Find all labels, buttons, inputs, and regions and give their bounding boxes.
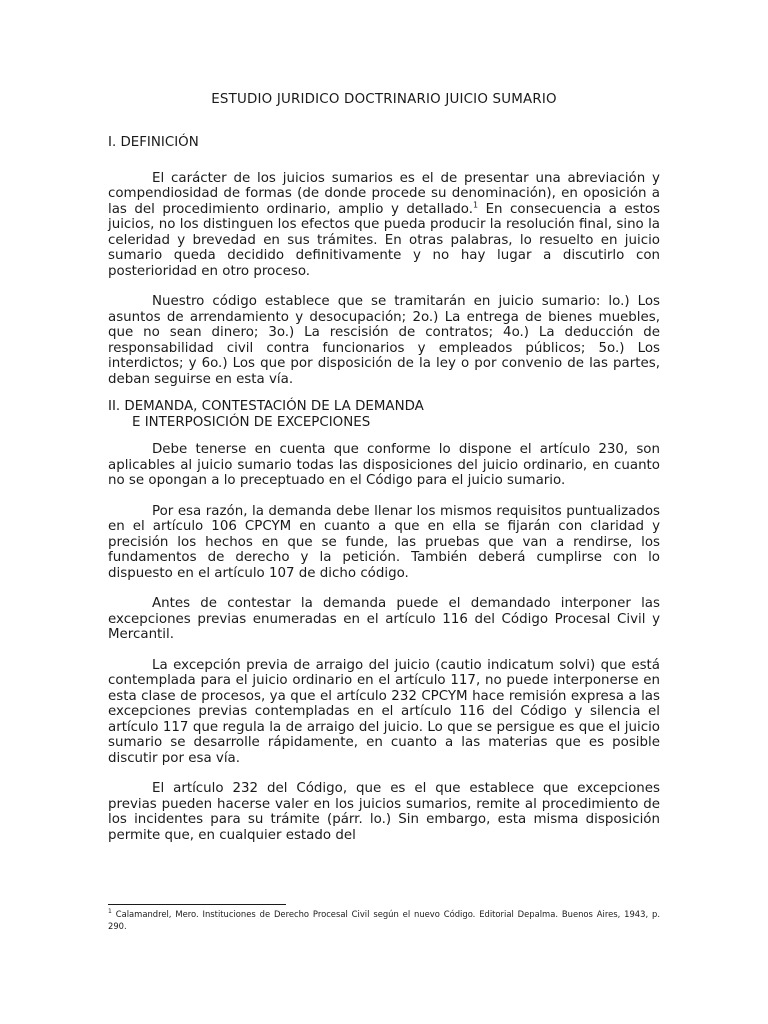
paragraph: Debe tenerse en cuenta que conforme lo dispone el artículo 230, son aplicables al juicio sumario todas las disposiciones del juicio ordinario, en cuanto no se opongan a lo preceptuado en el Código para el juicio sumario.: [108, 442, 660, 488]
footnote-divider: [108, 904, 286, 905]
document-body: [108, 92, 660, 858]
paragraph: El artículo 232 del Código, que es el que establece que excepciones previas pueden hacerse valer en los juicios sumarios, remite al procedimiento de los incidentes para su trámite (párr. lo.) Sin embargo, esta misma disposición permite que, en cualquier estado del: [108, 781, 660, 843]
document-title: ESTUDIO JURIDICO DOCTRINARIO JUICIO SUMARIO: [211, 92, 557, 107]
paragraph: Antes de contestar la demanda puede el demandado interponer las excepciones previas enumeradas en el artículo 116 del Código Procesal Civil y Mercantil.: [108, 596, 660, 642]
section-heading-line: E INTERPOSICIÓN DE EXCEPCIONES: [132, 414, 371, 430]
paragraph-text: En consecuencia a estos juicios, no los distinguen los efectos que pueda producir la resolución final, sino la celeridad y brevedad en sus trámites. En otras palabras, lo resuelto en juicio sumario queda decidido definitivamente y no hay lugar a discutirlo con posterioridad en otro proceso.: [108, 201, 660, 279]
section-heading-demanda: [108, 399, 660, 430]
footnote-reference[interactable]: 1: [472, 200, 479, 210]
paragraph: La excepción previa de arraigo del juicio (cautio indicatum solvi) que está contemplada para el juicio ordinario en el artículo 117, no puede interponerse en esta clase de procesos, ya que el artículo 232 CPCYM hace remisión expresa a las excepciones previas contempladas en el artículo 116 del Código y silencia el artículo 117 que regula la de arraigo del juicio. Lo que se persigue es que el juicio sumario se desarrolle rápidamente, en cuanto a las materias que es posible discutir por esa vía.: [108, 657, 660, 766]
footnote: [108, 908, 660, 932]
paragraph: Por esa razón, la demanda debe llenar los mismos requisitos puntualizados en el artículo 106 CPCYM en cuanto a que en ella se fijarán con claridad y precisión los hechos en que se funde, las pruebas que van a rendirse, los fundamentos de derecho y la petición. También deberá cumplirse con lo dispuesto en el artículo 107 de dicho código.: [108, 503, 660, 581]
section-heading-definicion: I. DEFINICIÓN: [108, 135, 199, 150]
paragraph: Nuestro código establece que se tramitarán en juicio sumario: lo.) Los asuntos de arrendamiento y desocupación; 2o.) La entrega de bienes muebles, que no sean dinero; 3o.) La rescisión de contratos; 4o.) La deducción de responsabilidad civil contra funcionarios y empleados públicos; 5o.) Los interdictos; y 6o.) Los que por disposición de la ley o por convenio de las partes, deban seguirse en esta vía.: [108, 294, 660, 387]
paragraph-text: El carácter de los juicios sumarios es el de presentar una abreviación y compendiosidad de formas (de donde procede su denominación), en oposición a las del procedimiento ordinario, amplio y detallado.: [108, 170, 660, 217]
section-heading-line: II. DEMANDA, CONTESTACIÓN DE LA DEMANDA: [108, 399, 424, 414]
footnote-text: Calamandrel, Mero. Instituciones de Derecho Procesal Civil según el nuevo Código. Editorial Depalma. Buenos Aires, 1943, p. 290.: [108, 909, 660, 931]
paragraph: [108, 171, 660, 280]
footnote-marker: 1: [108, 908, 112, 916]
